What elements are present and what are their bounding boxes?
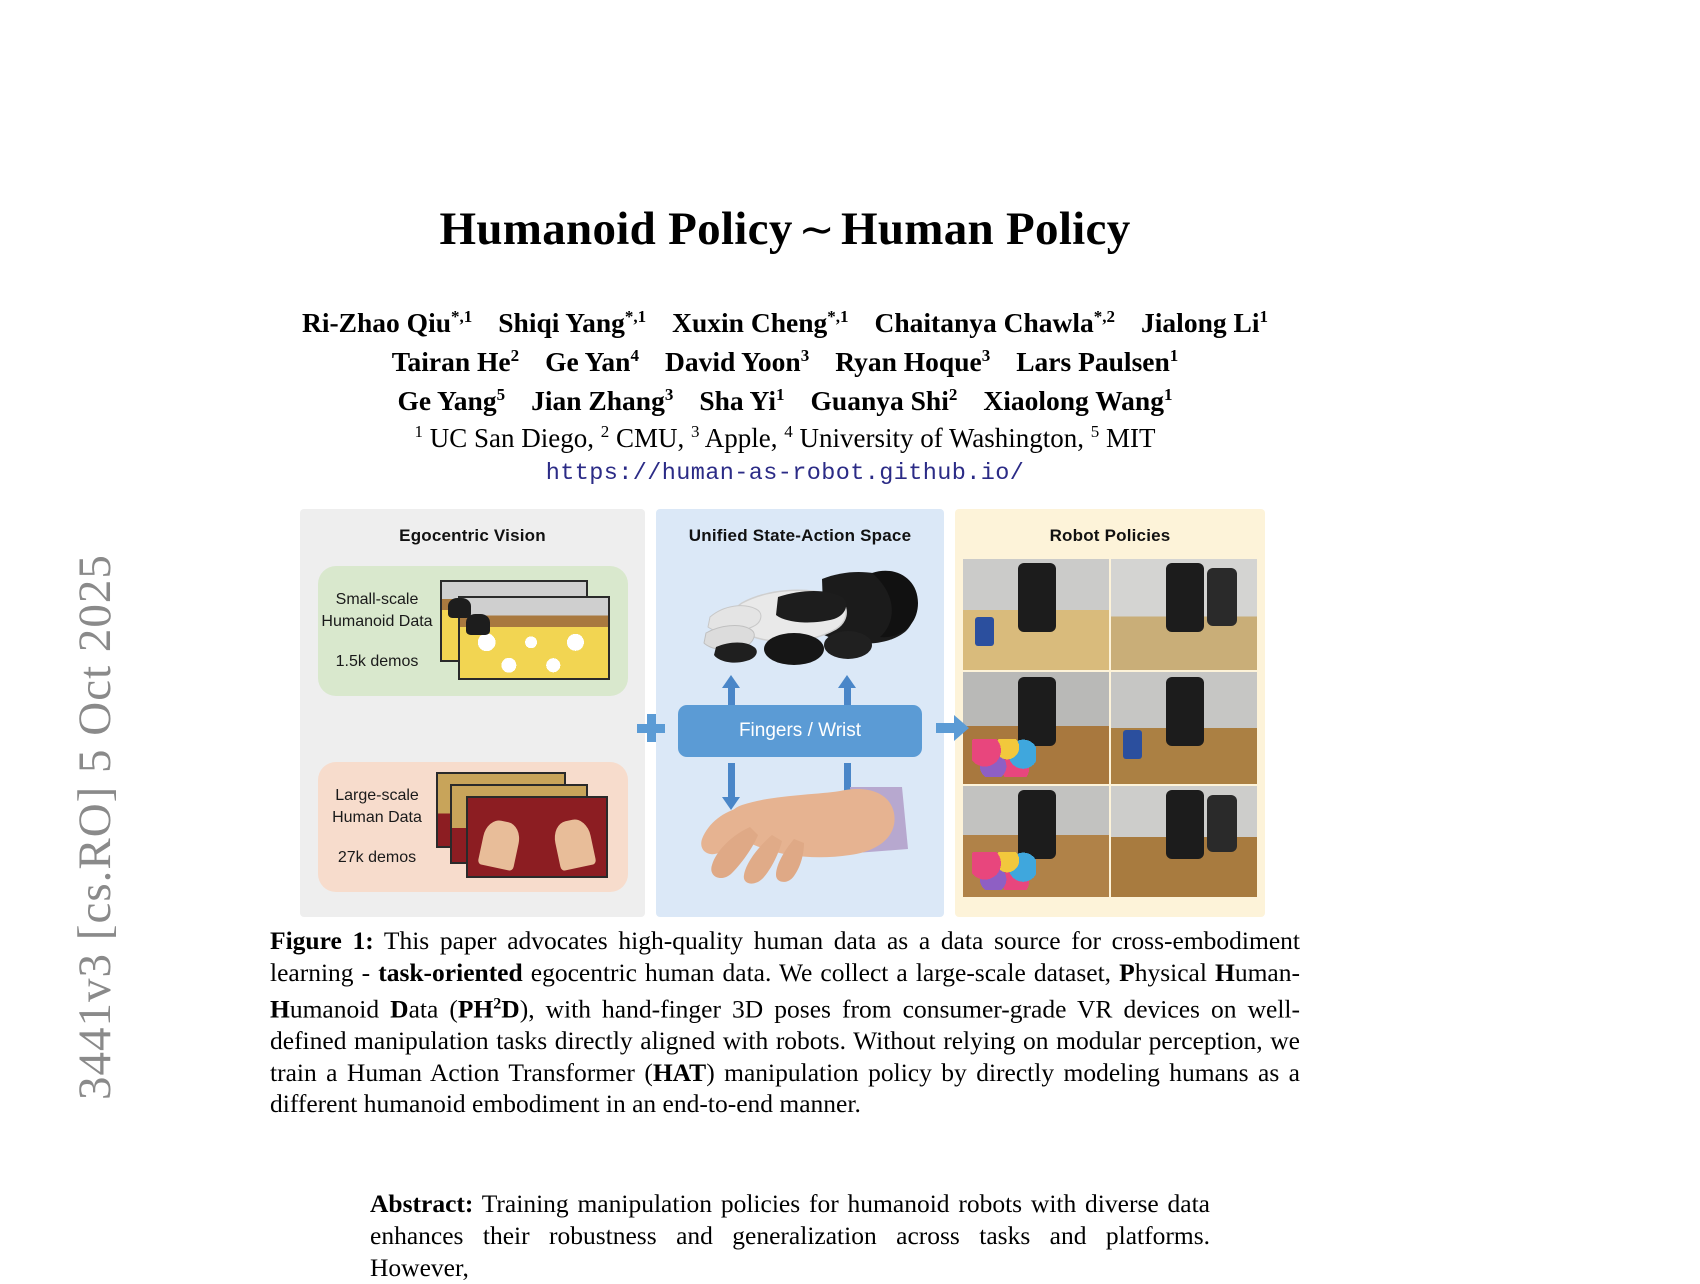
fingers-wrist-box	[678, 705, 922, 757]
author-affil-marker: 5	[496, 385, 506, 405]
card-label-line2: Humanoid Data	[321, 613, 433, 630]
author-entry	[672, 307, 848, 338]
robot-policy-image	[963, 786, 1109, 897]
card-humanoid-data	[318, 566, 628, 696]
card-humanoid-label	[318, 589, 436, 673]
author-name: Ryan Hoque	[835, 346, 982, 378]
human-hand-illustration	[690, 777, 915, 887]
author-affil-marker: 1	[1259, 307, 1268, 326]
robot-policy-image	[1111, 786, 1257, 897]
caption-bold-ph: PH	[457, 994, 494, 1024]
affil-marker: 2	[600, 422, 610, 442]
author-affil-marker: 1	[1169, 346, 1179, 366]
robot-policy-image	[963, 559, 1109, 670]
author-name: Shiqi Yang	[498, 307, 625, 339]
caption-seg-3: hysical	[1134, 957, 1215, 987]
author-list	[270, 300, 1300, 417]
author-entry	[983, 385, 1172, 416]
caption-seg-7: ), with hand-finger 3D poses from consumer-grade VR devices on well-defined manipulation tasks directly aligned with robots. Without relying on modular perception, we train a Human Action Transformer (	[270, 994, 1300, 1087]
author-name: David Yoon	[664, 346, 801, 378]
author-entry	[1016, 346, 1178, 377]
caption-bold-h1: H	[1215, 957, 1235, 987]
robot-hand-illustration	[682, 561, 920, 673]
author-entry	[498, 307, 646, 338]
affiliations-line: $^1$ UC San Diego, $^2$ CMU, $^3$ Apple, $^4$ University of Washington, $^5$ MIT	[414, 422, 1156, 454]
arxiv-stamp: 3441v3 [cs.RO] 5 Oct 2025	[69, 554, 121, 1100]
author-name: Jian Zhang	[531, 385, 665, 417]
caption-seg-8: ) manipulation policy by directly modeling humans as a different humanoid embodiment in an end-to-end manner.	[270, 1057, 1300, 1118]
figure-panel-egocentric-vision	[300, 509, 645, 917]
card-human-data	[318, 762, 628, 892]
author-row	[270, 378, 1300, 417]
right-arrow-icon	[936, 715, 968, 741]
author-affil-marker: 3	[981, 346, 991, 366]
title-part-1: Humanoid Policy	[439, 203, 793, 255]
abstract-label: Abstract:	[370, 1189, 474, 1218]
author-entry	[398, 385, 506, 416]
figure-panel-unified-state-action-space	[656, 509, 944, 917]
author-entry	[392, 346, 519, 377]
author-affil-marker: *,1	[624, 307, 647, 326]
author-entry	[811, 385, 958, 416]
affil-name: MIT	[1106, 423, 1156, 454]
card-label-line1: Large-scale	[335, 787, 419, 804]
card-label-line1: Small-scale	[335, 591, 419, 608]
figure-1	[300, 509, 1270, 917]
author-affil-marker: 2	[948, 385, 958, 405]
author-affil-marker: 3	[800, 346, 810, 366]
author-name: Ge Yan	[545, 346, 631, 378]
card-demo-count: 1.5k demos	[335, 653, 419, 670]
author-entry	[545, 346, 639, 377]
caption-bold-ph-d: D	[501, 994, 520, 1024]
panel-title-robot-policies: Robot Policies	[1049, 526, 1171, 545]
caption-bold-hat: HAT	[652, 1057, 707, 1087]
caption-bold-p: P	[1119, 957, 1135, 987]
card-demo-count: 27k demos	[337, 849, 417, 866]
humanoid-thumb-front	[458, 596, 610, 680]
caption-seg-1: This paper advocates high-quality human data as a data source for cross-embodiment learning -	[270, 926, 1300, 987]
card-human-label	[318, 785, 436, 869]
author-name: Xuxin Cheng	[672, 307, 828, 339]
fingers-wrist-label: Fingers / Wrist	[738, 720, 862, 741]
plus-icon	[637, 714, 665, 742]
author-name: Ge Yang	[397, 385, 497, 417]
project-url-link[interactable]: https://human-as-robot.github.io/	[545, 460, 1025, 488]
author-affil-marker: 1	[1163, 385, 1173, 405]
affil-marker: 3	[690, 422, 700, 442]
author-affil-marker: 3	[664, 385, 674, 405]
caption-bold-h2: H	[270, 994, 290, 1024]
author-name: Guanya Shi	[810, 385, 949, 417]
author-entry	[835, 346, 990, 377]
author-entry	[699, 385, 784, 416]
page-title	[270, 202, 1300, 256]
caption-seg-4: uman-	[1234, 957, 1300, 987]
humanoid-thumbnail-stack	[436, 576, 624, 686]
project-url-line	[270, 460, 1300, 487]
author-affil-marker: *,1	[827, 307, 849, 326]
author-entry	[875, 307, 1116, 338]
author-name: Sha Yi	[699, 385, 777, 417]
author-name: Chaitanya Chawla	[874, 307, 1094, 339]
caption-bold-task-oriented: task-oriented	[378, 957, 523, 987]
author-name: Ri-Zhao Qiu	[302, 307, 452, 339]
author-name: Xiaolong Wang	[983, 385, 1164, 417]
panel-title-egocentric-vision: Egocentric Vision	[399, 526, 546, 545]
author-name: Tairan He	[391, 346, 511, 378]
card-label-line2: Human Data	[332, 809, 422, 826]
author-affil-marker: 4	[630, 346, 639, 366]
robot-policy-image	[963, 672, 1109, 783]
author-entry	[1141, 307, 1268, 338]
figure-caption	[270, 925, 1300, 1120]
affil-marker: 1	[414, 422, 423, 442]
human-thumb-front	[466, 796, 608, 878]
affil-name: University of Washington	[799, 423, 1078, 454]
author-entry	[665, 346, 809, 377]
arrow-up-right-head	[838, 675, 856, 688]
caption-seg-6: ata (	[408, 994, 458, 1024]
affil-marker: 4	[784, 422, 793, 442]
caption-label: Figure 1:	[270, 926, 374, 955]
author-affil-marker: 2	[510, 346, 520, 366]
caption-seg-2: egocentric human data. We collect a large-scale dataset,	[522, 957, 1120, 987]
arrow-up-left-head	[722, 675, 740, 688]
caption-bold-d: D	[390, 994, 409, 1024]
paper-page	[270, 0, 1300, 1282]
robot-policy-image-grid	[963, 559, 1257, 897]
caption-bold-ph-superscript: 2	[493, 995, 502, 1012]
affil-name: UC San Diego	[429, 423, 588, 454]
abstract-text: Training manipulation policies for humanoid robots with diverse data enhances their robustness and generalization across tasks and platforms. However,	[370, 1189, 1210, 1282]
author-row	[270, 300, 1300, 339]
figure-panel-robot-policies	[955, 509, 1265, 917]
affil-name: CMU	[615, 423, 678, 454]
robot-policy-image	[1111, 672, 1257, 783]
robot-policy-image	[1111, 559, 1257, 670]
title-relation-symbol: ∼	[798, 207, 835, 254]
title-part-2: Human Policy	[840, 203, 1131, 255]
abstract-section	[370, 1188, 1210, 1284]
affil-name: Apple	[704, 423, 771, 454]
author-entry	[302, 307, 472, 338]
human-thumbnail-stack	[436, 772, 624, 882]
author-affil-marker: *,2	[1093, 307, 1116, 326]
author-entry	[531, 385, 673, 416]
affil-marker: 5	[1090, 422, 1100, 442]
caption-seg-5: umanoid	[289, 994, 391, 1024]
author-name: Lars Paulsen	[1016, 346, 1170, 378]
author-name: Jialong Li	[1141, 307, 1260, 339]
author-row	[270, 339, 1300, 378]
panel-title-unified-space: Unified State-Action Space	[688, 526, 912, 545]
author-affil-marker: 1	[776, 385, 785, 405]
author-affil-marker: *,1	[451, 307, 473, 326]
